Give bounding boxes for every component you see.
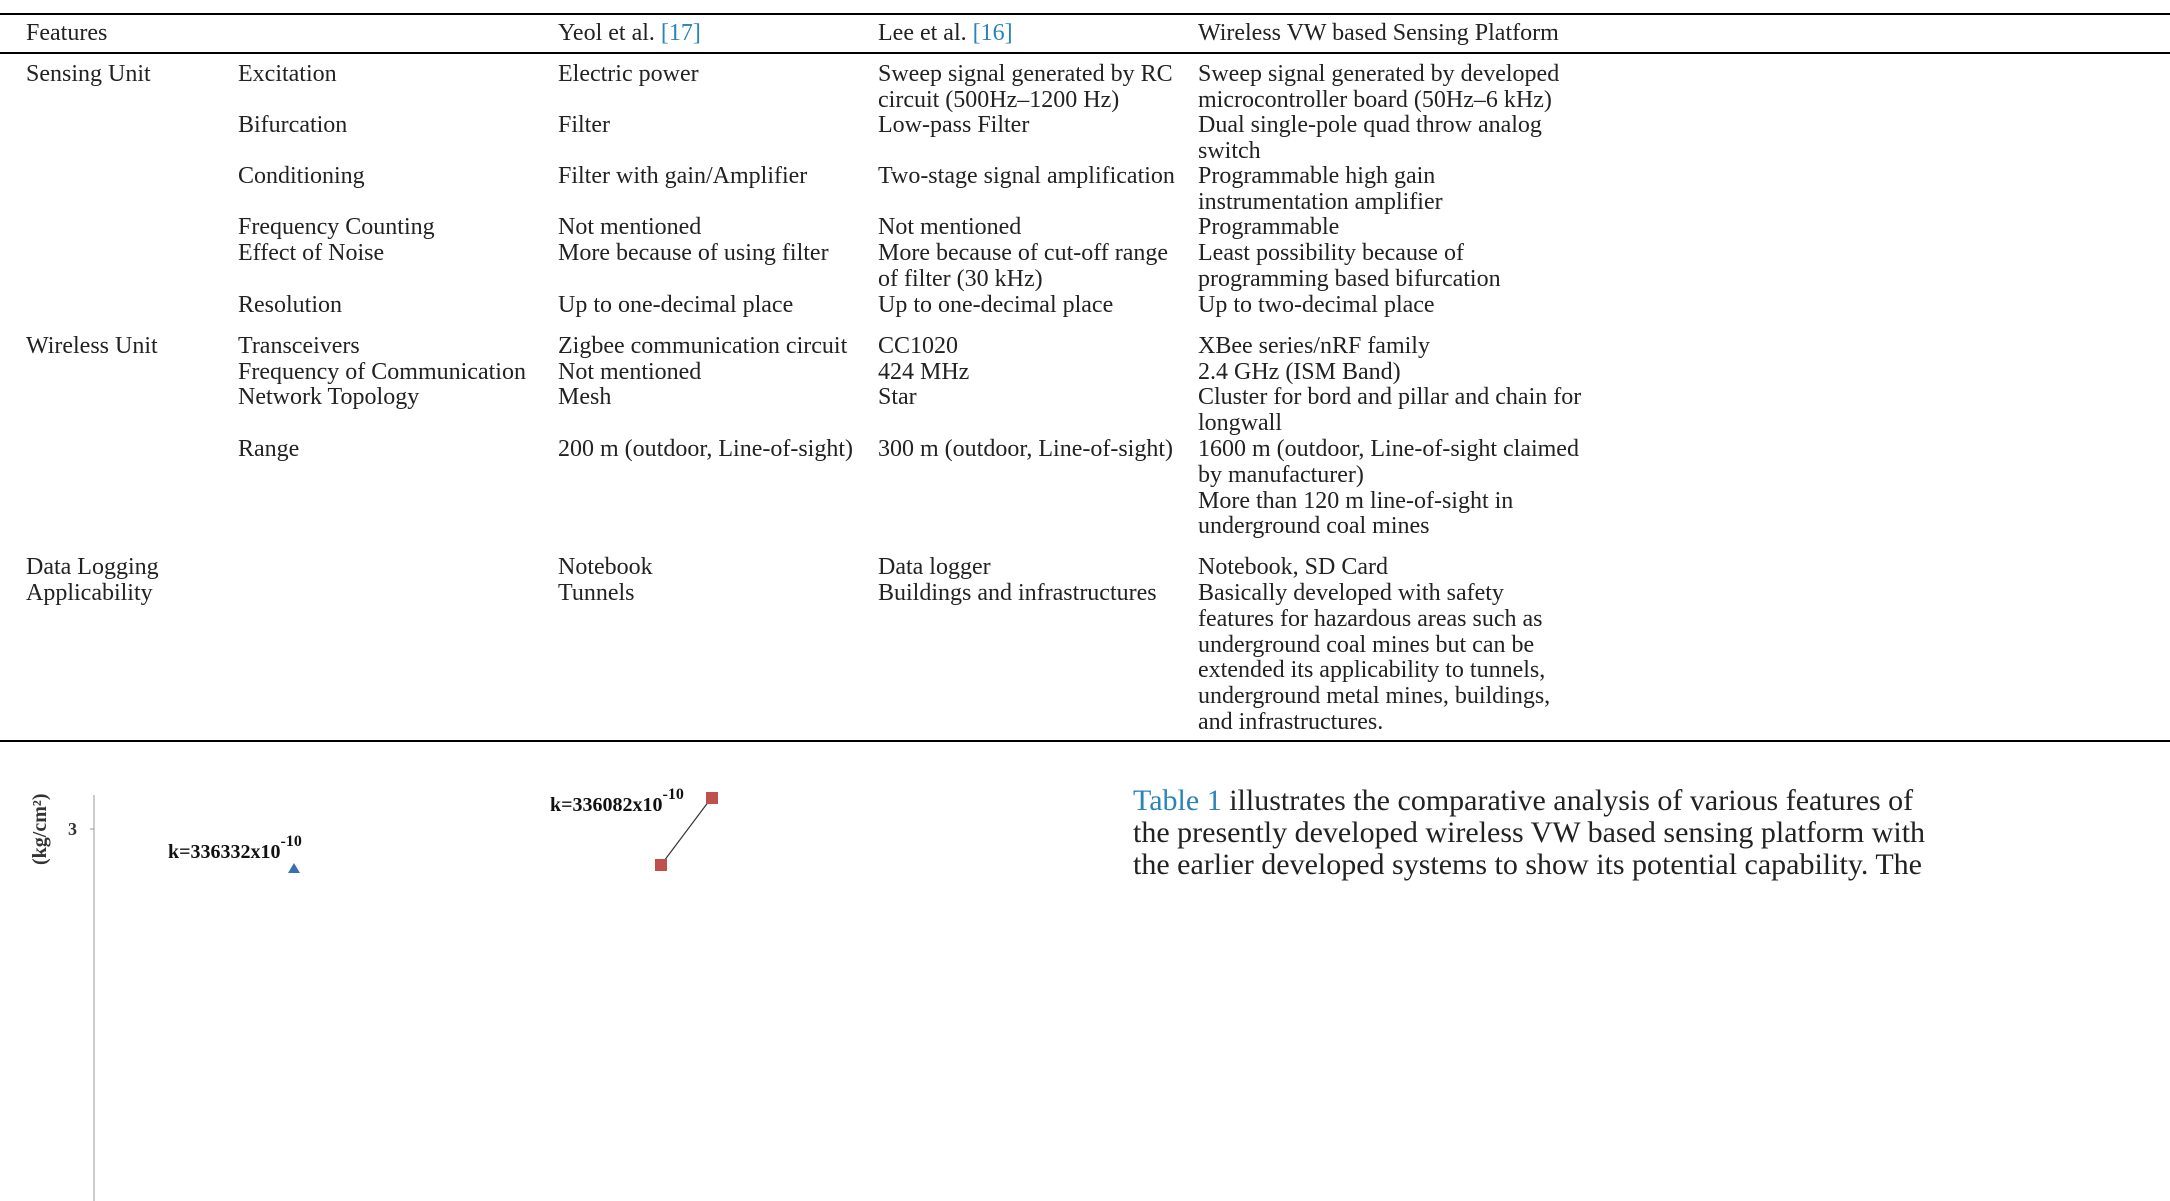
- cell-wvw: underground coal mines: [1198, 513, 1430, 540]
- header-features: Features: [26, 20, 108, 46]
- cell-wvw: XBee series/nRF family: [1198, 333, 1430, 359]
- cell-lee: Two-stage signal amplification: [878, 163, 1175, 189]
- cell-yeol: Zigbee communication circuit: [558, 333, 848, 359]
- k-annotation-1-group: [168, 833, 302, 863]
- cell-feature: Conditioning: [238, 163, 365, 189]
- header-lee-label: Lee et al.: [878, 20, 973, 46]
- cell-lee: Up to one-decimal place: [878, 292, 1114, 318]
- cell-wvw: Dual single-pole quad throw analog: [1198, 112, 1542, 138]
- ref-link-17[interactable]: [17]: [660, 20, 701, 46]
- cell-group: Wireless Unit: [26, 333, 158, 359]
- cell-group: Sensing Unit: [26, 61, 151, 87]
- cell-group: Applicability: [26, 580, 153, 606]
- paragraph-line: the earlier developed systems to show its potential capability. The: [1133, 848, 1922, 881]
- cell-wvw: More than 120 m line-of-sight in: [1198, 487, 1514, 514]
- cell-yeol: Electric power: [558, 61, 699, 87]
- cell-wvw: and infrastructures.: [1198, 709, 1384, 735]
- k-annotation-1: k=336332x10: [168, 841, 281, 863]
- cell-wvw: instrumentation amplifier: [1198, 188, 1443, 215]
- cell-feature: Bifurcation: [238, 112, 348, 138]
- cell-wvw: switch: [1198, 137, 1261, 164]
- cell-yeol: Filter with gain/Amplifier: [558, 163, 808, 189]
- header-yeol: [558, 20, 701, 46]
- cell-lee: Not mentioned: [878, 214, 1022, 240]
- cell-lee: 300 m (outdoor, Line-of-sight): [878, 436, 1173, 462]
- cell-wvw: Programmable: [1198, 214, 1340, 240]
- series-2-line: [661, 797, 712, 865]
- cell-yeol: Mesh: [558, 384, 612, 410]
- cell-wvw: Least possibility because of: [1198, 240, 1464, 266]
- calibration-figure: [0, 775, 760, 1201]
- paragraph-line: the presently developed wireless VW based sensing platform with: [1133, 816, 1926, 849]
- ref-link-16[interactable]: [16]: [972, 20, 1013, 46]
- header-wvw: Wireless VW based Sensing Platform: [1198, 20, 1559, 46]
- cell-yeol: Filter: [558, 112, 610, 138]
- cell-lee: CC1020: [878, 333, 959, 359]
- header-lee: [878, 20, 1013, 46]
- paragraph-text: illustrates the comparative analysis of various features of: [1221, 784, 1914, 817]
- cell-feature: Transceivers: [238, 333, 360, 359]
- cell-yeol: Not mentioned: [558, 214, 702, 240]
- cell-lee: More because of cut-off range: [878, 240, 1169, 266]
- cell-wvw: features for hazardous areas such as: [1198, 605, 1543, 632]
- cell-wvw: microcontroller board (50Hz–6 kHz): [1198, 86, 1552, 113]
- table-1-link[interactable]: Table 1: [1133, 784, 1222, 817]
- table-top-rule: [0, 13, 2170, 15]
- cell-yeol: Tunnels: [558, 580, 635, 606]
- k-annotation-2: k=336082x10: [550, 794, 663, 816]
- series-1-marker: [288, 863, 300, 873]
- cell-yeol: 200 m (outdoor, Line-of-sight): [558, 436, 853, 462]
- cell-lee: 424 MHz: [878, 359, 970, 385]
- cell-lee: Buildings and infrastructures: [878, 580, 1157, 606]
- cell-lee: circuit (500Hz–1200 Hz): [878, 86, 1120, 113]
- cell-yeol: More because of using filter: [558, 240, 829, 266]
- table-bottom-rule: [0, 740, 2170, 742]
- series-2-marker: [655, 859, 667, 871]
- cell-lee: Sweep signal generated by RC: [878, 61, 1173, 87]
- cell-feature: Effect of Noise: [238, 240, 385, 266]
- cell-feature: Range: [238, 436, 300, 462]
- cell-lee: Data logger: [878, 554, 991, 580]
- cell-feature: Frequency Counting: [238, 214, 435, 240]
- cell-wvw: Programmable high gain: [1198, 163, 1436, 189]
- cell-wvw: underground coal mines but can be: [1198, 631, 1535, 658]
- cell-wvw: programming based bifurcation: [1198, 265, 1501, 292]
- cell-wvw: underground metal mines, buildings,: [1198, 683, 1551, 710]
- series-2-marker: [706, 792, 718, 804]
- cell-wvw: longwall: [1198, 409, 1282, 436]
- cell-wvw: extended its applicability to tunnels,: [1198, 657, 1546, 684]
- cell-feature: Excitation: [238, 61, 337, 87]
- k-annotation-2-exp: -10: [662, 786, 684, 803]
- k-annotation-1-exp: -10: [280, 833, 302, 850]
- cell-yeol: Up to one-decimal place: [558, 292, 794, 318]
- cell-yeol: Not mentioned: [558, 359, 702, 385]
- header-yeol-label: Yeol et al.: [558, 20, 661, 46]
- y-axis-label: (kg/cm²): [29, 793, 51, 865]
- cell-wvw: Basically developed with safety: [1198, 580, 1504, 606]
- cell-lee: Low-pass Filter: [878, 112, 1030, 138]
- cell-wvw: Cluster for bord and pillar and chain for: [1198, 384, 1582, 410]
- cell-feature: Resolution: [238, 292, 343, 318]
- paragraph-line: [1133, 785, 1913, 817]
- cell-wvw: 2.4 GHz (ISM Band): [1198, 359, 1401, 385]
- cell-feature: Network Topology: [238, 384, 420, 410]
- y-tick-label: 3: [68, 819, 77, 839]
- cell-group: Data Logging: [26, 554, 159, 580]
- cell-wvw: Sweep signal generated by developed: [1198, 61, 1560, 87]
- cell-lee: Star: [878, 384, 917, 410]
- k-annotation-2-group: [550, 786, 684, 816]
- table-header-rule: [0, 52, 2170, 54]
- cell-feature: Frequency of Communication: [238, 359, 526, 385]
- cell-wvw: by manufacturer): [1198, 461, 1364, 488]
- cell-wvw: 1600 m (outdoor, Line-of-sight claimed: [1198, 436, 1579, 462]
- cell-wvw: Notebook, SD Card: [1198, 554, 1388, 580]
- cell-yeol: Notebook: [558, 554, 653, 580]
- cell-wvw: Up to two-decimal place: [1198, 292, 1435, 318]
- cell-lee: of filter (30 kHz): [878, 265, 1043, 292]
